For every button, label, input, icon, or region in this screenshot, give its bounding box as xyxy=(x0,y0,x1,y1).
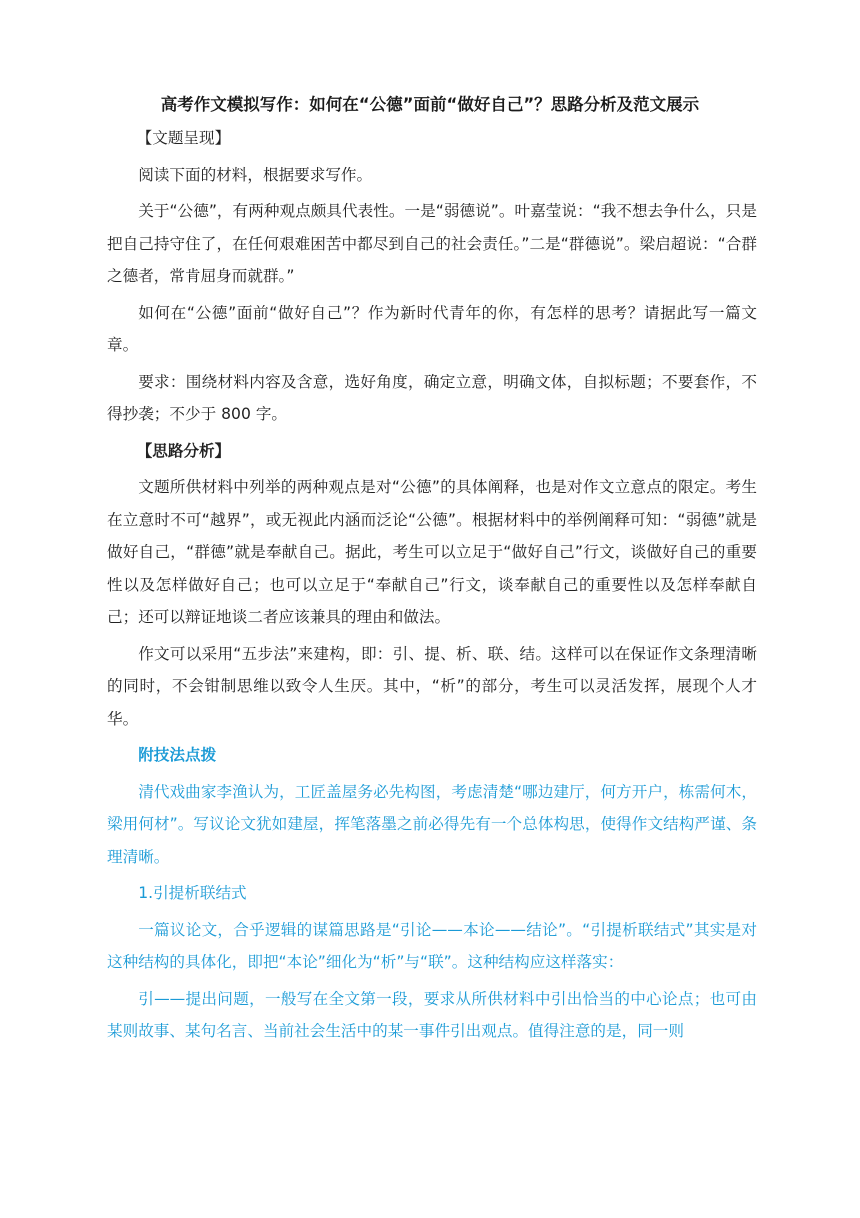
prompt-material: 关于“公德”，有两种观点颇具代表性。一是“弱德说”。叶嘉莹说：“我不想去争什么，只是把自己持守住了，在任何艰难困苦中都尽到自己的社会责任。”二是“群德说”。梁启超说：“合群之德者，常肯屈身而就群。” xyxy=(107,202,757,285)
tip-heading: 附技法点拨 xyxy=(138,746,217,764)
analysis-paragraph-1: 文题所供材料中列举的两种观点是对“公德”的具体阐释，也是对作文立意点的限定。考生在立意时不可“越界”，或无视此内涵而泛论“公德”。根据材料中的举例阐释可知：“弱德”就是做好自己，“群德”就是奉献自己。据此，考生可以立足于“做好自己”行文，谈做好自己的重要性以及怎样做好自己；也可以立足于“奉献自己”行文，谈奉献自己的重要性以及怎样奉献自己；还可以辩证地谈二者应该兼具的理由和做法。 xyxy=(107,478,757,626)
section-heading-analysis: 【思路分析】 xyxy=(136,441,231,460)
tip-paragraph-1: 清代戏曲家李渔认为，工匠盖屋务必先构图，考虑清楚“哪边建厅，何方开户，栋需何木，梁用何材”。写议论文犹如建屋，挥笔落墨之前必得先有一个总体构思，使得作文结构严谨、条理清晰。 xyxy=(107,782,757,866)
document-title: 高考作文模拟写作：如何在“公德”面前“做好自己”？思路分析及范文展示 xyxy=(160,95,700,114)
prompt-question: 如何在“公德”面前“做好自己”？作为新时代青年的你，有怎样的思考？请据此写一篇文章。 xyxy=(107,303,757,354)
prompt-intro: 阅读下面的材料，根据要求写作。 xyxy=(138,165,373,184)
tip-paragraph-3: 引——提出问题，一般写在全文第一段，要求从所供材料中引出恰当的中心论点；也可由某则故事、某句名言、当前社会生活中的某一事件引出观点。值得注意的是，同一则 xyxy=(107,989,757,1040)
document-body xyxy=(107,122,757,1052)
prompt-requirements: 要求：围绕材料内容及含意，选好角度，确定立意，明确文体，自拟标题；不要套作，不得抄袭；不少于 800 字。 xyxy=(107,372,757,423)
tip-paragraph-2: 一篇议论文，合乎逻辑的谋篇思路是“引论——本论——结论”。“引提析联结式”其实是对这种结构的具体化，即把“本论”细化为“析”与“联”。这种结构应这样落实： xyxy=(107,920,757,971)
analysis-paragraph-2: 作文可以采用“五步法”来建构，即：引、提、析、联、结。这样可以在保证作文条理清晰的同时，不会钳制思维以致令人生厌。其中，“析”的部分，考生可以灵活发挥，展现个人才华。 xyxy=(107,644,757,728)
tip-subheading-1: 1.引提析联结式 xyxy=(138,884,247,902)
section-heading-prompt: 【文题呈现】 xyxy=(136,129,231,147)
